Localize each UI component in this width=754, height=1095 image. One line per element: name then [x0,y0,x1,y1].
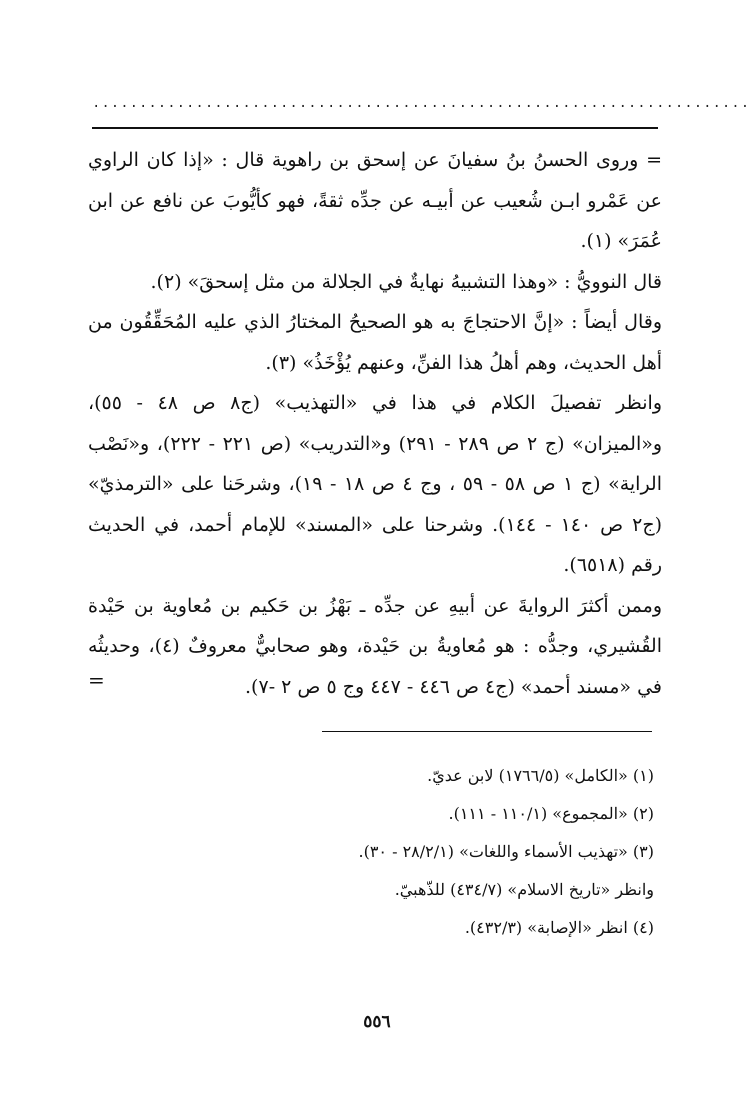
continuation-mark: = [88,668,105,692]
page-number: ٥٥٦ [363,1012,391,1032]
paragraph-4: وانظر تفصيلَ الكلام في هذا في «التهذيب» (ج٨ ص ٤٨ - ٥٥)، و«الميزان» (ج ٢ ص ٢٨٩ - ٢٩١) و«التدريب» (ص ٢٢١ - ٢٢٢)، و«نَصْب الراية» (ج ١ ص ٥٨ - ٥٩ ، وج ٤ ص ١٨ - ١٩)، وشرحَنا على «الترمذيّ» (ج٢ ص ١٤٠ - ١٤٤). وشرحنا على «المسند» للإمام أحمد، في الحديث رقم (٦٥١٨). [88,392,663,576]
footnotes [88,757,654,947]
header-rule [92,127,658,129]
footnote-separator [322,731,652,732]
paragraph-5: وممن أكثرَ الروايةَ عن أبيهِ عن جدِّه ـ بَهْزُ بن حَكيم بن مُعاوية بن حَيْدة القُشيري، وجدُّه : هو مُعاويةُ بن حَيْدة، وهو صحابيٌّ معروفٌ (٤)، وحديثُه في «مسند أحمد» (ج٤ ص ٤٤٦ - ٤٤٧ وج ٥ ص ٢ -٧). [88,594,662,698]
header-dotted-line: ...................................................................... [92,96,751,112]
paragraph-3: وقال أيضاً : «إنَّ الاحتجاجَ به هو الصحيحُ المختارُ الذي عليه المُحَقِّقُون من أهل الحديث، وهم أهلُ هذا الفنِّ، وعنهم يُؤْخَذُ» (٣). [88,311,662,374]
footnote-3-continued: وانظر «تاريخ الاسلام» (٤٣٤/٧) للذّهبيّ. [394,880,654,899]
footnote-1: (١) «الكامل» (١٧٦٦/٥) لابن عديّ. [427,766,654,785]
paragraph-1: = وروى الحسنُ بنُ سفيانَ عن إسحق بن راهوية قال : «إذا كان الراوي عن عَمْرو ابـن شُعيب عن أبيـه عن جدِّه ثقةً، فهو كأيُّوبَ عن نافع عن ابن عُمَرَ» (١). [88,149,662,252]
footnote-3: (٣) «تهذيب الأسماء واللغات» (٢٨/٢/١ - ٣٠). [358,842,654,861]
main-text [88,140,662,707]
paragraph-2: قال النوويُّ : «وهذا التشبيهُ نهايةٌ في الجلالة من مثل إسحقَ» (٢). [150,270,662,293]
footnote-2: (٢) «المجموع» (١١٠/١ - ١١١). [448,804,654,823]
footnote-4: (٤) انظر «الإصابة» (٤٣٢/٣). [464,918,654,937]
